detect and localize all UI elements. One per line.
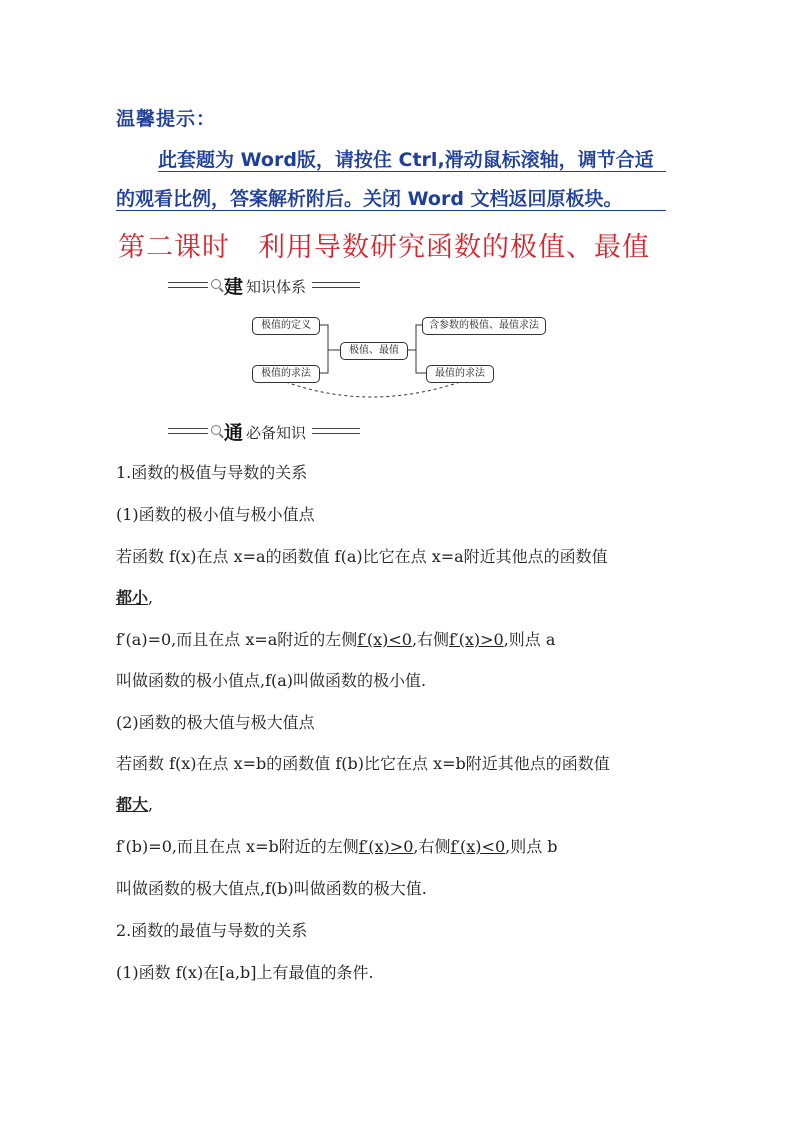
paragraph-1-end: 都小,	[116, 588, 154, 607]
heading-2-1: (1)函数 f(x)在[a,b]上有最值的条件.	[116, 963, 374, 982]
section-label: 知识体系	[246, 278, 307, 296]
tip-line-2: 的观看比例，答案解析附后。关闭 Word 文档返回原板块。	[116, 188, 623, 210]
paragraph-3: 叫做函数的极小值点,f(a)叫做函数的极小值.	[116, 671, 427, 690]
bold-answer-larger: 都大	[116, 795, 149, 814]
tip-line-1: 此套题为 Word版，请按住 Ctrl,滑动鼠标滚轴，调节合适	[158, 149, 654, 171]
left-bracket	[318, 325, 328, 373]
double-rule-right	[312, 428, 360, 434]
paragraph-2: f′(a)=0,而且在点 x=a附近的左侧f′(x)<0,右侧f′(x)>0,则点 a	[116, 630, 556, 649]
underline-left-derivative: f′(x)>0	[358, 837, 414, 856]
node-extremum-definition: 极值的定义	[252, 317, 320, 335]
node-max-min-method: 最值的求法	[426, 365, 494, 383]
underline-left-derivative: f′(x)<0	[357, 630, 412, 649]
magnifier-icon	[211, 425, 221, 435]
paragraph-4: 若函数 f(x)在点 x=b的函数值 f(b)比它在点 x=b附近其他点的函数值	[116, 754, 610, 773]
node-extremum-method: 极值的求法	[252, 365, 320, 383]
heading-2: 2.函数的最值与导数的关系	[116, 921, 308, 940]
dashed-link	[286, 382, 460, 397]
underline-right-derivative: f′(x)<0	[450, 837, 506, 856]
node-extremum-max-min: 极值、最值	[340, 342, 408, 360]
paragraph-5: f′(b)=0,而且在点 x=b附近的左侧f′(x)>0,右侧f′(x)<0,则点 b	[116, 837, 558, 856]
bold-answer-smaller: 都小	[116, 588, 149, 607]
paragraph-1: 若函数 f(x)在点 x=a的函数值 f(a)比它在点 x=a附近其他点的函数值	[116, 547, 608, 566]
paragraph-4-end: 都大,	[116, 795, 154, 814]
section-char-icon: 建	[224, 276, 244, 298]
underline-right-derivative: f′(x)>0	[449, 630, 504, 649]
lesson-title: 第二课时 利用导数研究函数的极值、最值	[118, 232, 650, 263]
heading-1-1: (1)函数的极小值与极小值点	[116, 505, 315, 524]
tip-title: 温馨提示：	[116, 108, 217, 130]
section-label: 必备知识	[246, 424, 307, 442]
paragraph-6: 叫做函数的极大值点,f(b)叫做函数的极大值.	[116, 879, 427, 898]
double-rule-left	[168, 428, 208, 434]
node-parametric-method: 含参数的极值、最值求法	[422, 317, 546, 335]
section-char-icon: 通	[224, 422, 244, 444]
heading-1-2: (2)函数的极大值与极大值点	[116, 713, 315, 732]
heading-1: 1.函数的极值与导数的关系	[116, 463, 308, 482]
